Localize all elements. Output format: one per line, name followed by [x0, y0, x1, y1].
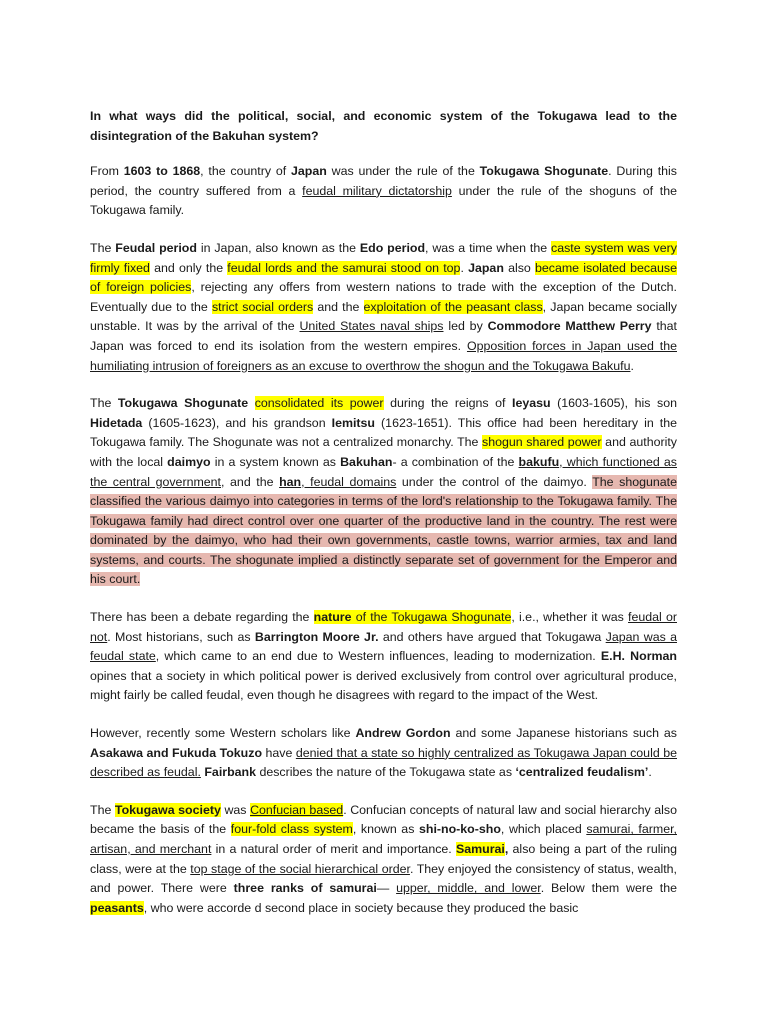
text-run: in Japan, also known as the — [196, 240, 360, 255]
text-run: , — [504, 842, 509, 856]
text-run: and some Japanese historians such as — [450, 726, 677, 741]
paragraph-tokugawa-society — [90, 801, 677, 919]
text-run: under the rule of the shoguns of the Tokugawa family. — [90, 183, 677, 218]
text-run: upper, middle, and lower — [396, 881, 541, 896]
text-run: Fairbank — [204, 765, 257, 780]
question-heading — [90, 107, 677, 146]
text-run: United States naval ships — [299, 319, 444, 334]
text-run: . — [460, 260, 469, 275]
text-run: (1605-1623), and his grandson — [142, 415, 332, 430]
text-run: The — [90, 240, 116, 255]
text-run: and only the — [149, 260, 228, 275]
text-run: From — [90, 164, 124, 179]
text-run: and others have argued that Tokugawa — [378, 629, 606, 644]
text-run: describes the nature of the Tokugawa state as — [256, 765, 516, 780]
text-run: han — [279, 474, 302, 489]
text-run: Ieyasu — [512, 396, 551, 411]
text-run: , i.e., whether it was — [511, 610, 629, 625]
text-run: , Japan became socially unstable. It was by the arrival of the — [90, 299, 678, 334]
text-run: . Confucian concepts of natural law and social hierarchy also became the basis of the — [90, 802, 678, 837]
text-run: Andrew Gordon — [355, 726, 451, 741]
text-run: peasants — [90, 900, 144, 915]
text-run: and authority with the local — [90, 435, 677, 469]
text-run: of the Tokugawa Shogunate — [351, 610, 512, 625]
text-run: three ranks of samurai — [233, 881, 377, 896]
text-run: The shogunate classified the various daimyo into categories in terms of the lord's relationship to the Tokugawa family. The Tokugawa family had direct control over one quarter of the productive land in the country. The rest were dominated by the daimyo, who had their own governments, castle towns, warrior armies, tax and land systems, and courts. The shogunate implied a distinctly separate set of government for the Emperor and his court. — [90, 474, 678, 587]
text-run: denied that a state so highly centralized as Tokugawa Japan could be described as feudal. — [90, 745, 677, 780]
text-run: Samurai — [455, 842, 505, 856]
text-run: daimyo — [167, 454, 211, 469]
text-run: Opposition forces in Japan used the humiliating intrusion of foreigners as an excuse to overthrow the shogun and the Tokugawa Bakufu — [90, 338, 677, 373]
text-run: 1603 to 1868 — [123, 164, 201, 179]
document-page — [90, 107, 677, 936]
text-run: shi-no-ko-sho — [418, 822, 501, 837]
paragraph-feudal-period — [90, 239, 677, 376]
text-run: Hidetada — [90, 415, 143, 430]
text-run: However, recently some Western scholars like — [90, 726, 356, 741]
text-run: E.H. Norman — [600, 649, 677, 664]
text-run: ‘centralized feudalism’ — [515, 765, 649, 780]
text-run: also — [503, 260, 535, 275]
text-run: The — [90, 396, 118, 411]
text-run: . Most historians, such as — [107, 629, 255, 644]
text-run: caste system was very firmly fixed — [90, 240, 677, 275]
text-run: Barrington Moore Jr. — [254, 629, 379, 644]
text-run: , who were accorde d second place in society because they produced the basic — [143, 900, 579, 915]
text-run: . — [648, 765, 652, 780]
text-run: , was a time when the — [425, 240, 551, 255]
text-run: Feudal period — [115, 240, 197, 255]
text-run: and the — [313, 299, 364, 314]
text-run: Bakuhan — [340, 454, 393, 469]
text-run: Asakawa and Fukuda Tokuzo — [90, 745, 263, 760]
text-run: Japan — [291, 164, 327, 179]
text-run: became isolated because of foreign policies — [90, 260, 677, 295]
text-run: , known as — [352, 822, 419, 837]
text-run — [248, 396, 255, 410]
text-run: Japan — [468, 260, 504, 275]
text-run: nature — [313, 610, 352, 625]
text-run: , which functioned as the central government — [90, 454, 677, 489]
text-run: during the reigns of — [383, 396, 513, 411]
text-run: , which placed — [500, 822, 587, 837]
text-run: (1623-1651). This office had been hereditary in the Tokugawa family. The Shogunate was not a centralized monarchy. The — [90, 415, 677, 450]
text-run: Confucian based — [250, 802, 344, 817]
text-run: , rejecting any offers from western nations to trade with the exception of the Dutch. Eventually due to the — [90, 280, 677, 314]
text-run: Japan was a feudal state — [90, 629, 677, 664]
text-run: shogun shared power — [482, 435, 602, 450]
text-run: Tokugawa society — [114, 802, 221, 817]
text-run: — — [376, 881, 397, 896]
text-run: bakufu — [518, 454, 560, 469]
text-run: also being a part of the ruling class, were at the — [90, 842, 677, 876]
text-run: , feudal domains — [301, 474, 397, 489]
text-run: There has been a debate regarding the — [90, 610, 314, 625]
text-run: Commodore Matthew Perry — [487, 319, 652, 334]
text-run: . Below them were the — [540, 881, 677, 896]
text-run: In what ways did the political, social, and economic system of the Tokugawa lead to the disintegration of the Bakuhan system? — [90, 109, 677, 143]
text-run: feudal or not — [90, 610, 677, 644]
text-run: feudal military dictatorship — [302, 183, 452, 198]
text-run: The — [90, 802, 115, 817]
text-run: strict social orders — [211, 299, 314, 314]
text-run: . They enjoyed the consistency of status, wealth, and power. There were — [90, 861, 677, 896]
text-run: in a system known as — [210, 454, 341, 469]
text-run: , which came to an end due to Western influences, leading to modernization. — [155, 649, 601, 664]
text-run: Iemitsu — [331, 415, 376, 430]
text-run: Tokugawa Shogunate — [117, 396, 249, 411]
text-run: that Japan was forced to end its isolation from the western empires. — [90, 319, 677, 353]
text-run: Edo period — [359, 240, 426, 255]
paragraph-tokugawa-rule — [90, 162, 677, 221]
text-run: under the control of the daimyo. — [396, 474, 593, 489]
text-run: Tokugawa Shogunate — [479, 164, 609, 179]
text-run: led by — [443, 319, 488, 334]
text-run: feudal lords and the samurai stood on top — [227, 260, 461, 275]
text-run: , the country of — [200, 164, 292, 179]
text-run: . — [630, 358, 634, 373]
text-run: samurai, farmer, artisan, and merchant — [90, 822, 677, 856]
text-run: four-fold class system — [230, 822, 353, 837]
paragraph-western-scholars — [90, 724, 677, 783]
text-run: - a combination of the — [392, 454, 519, 469]
text-run: have — [262, 745, 296, 760]
paragraph-shogunate-power — [90, 394, 677, 590]
text-run: top stage of the social hierarchical order — [190, 861, 410, 876]
text-run: in a natural order of merit and importance. — [211, 842, 456, 856]
text-run: (1603-1605), his son — [550, 396, 678, 411]
text-run: consolidated its power — [254, 396, 384, 411]
text-run: , and the — [221, 474, 280, 489]
text-run: opines that a society in which political power is derived exclusively from control over agricultural produce, might fairly be called feudal, even though he disagrees with regard to the impact of the West. — [90, 668, 677, 703]
text-run: was — [220, 802, 251, 817]
paragraph-nature-debate — [90, 608, 677, 706]
text-run: . During this period, the country suffered from a — [90, 164, 677, 198]
text-run: exploitation of the peasant class — [363, 299, 543, 314]
text-run: was under the rule of the — [326, 164, 480, 179]
